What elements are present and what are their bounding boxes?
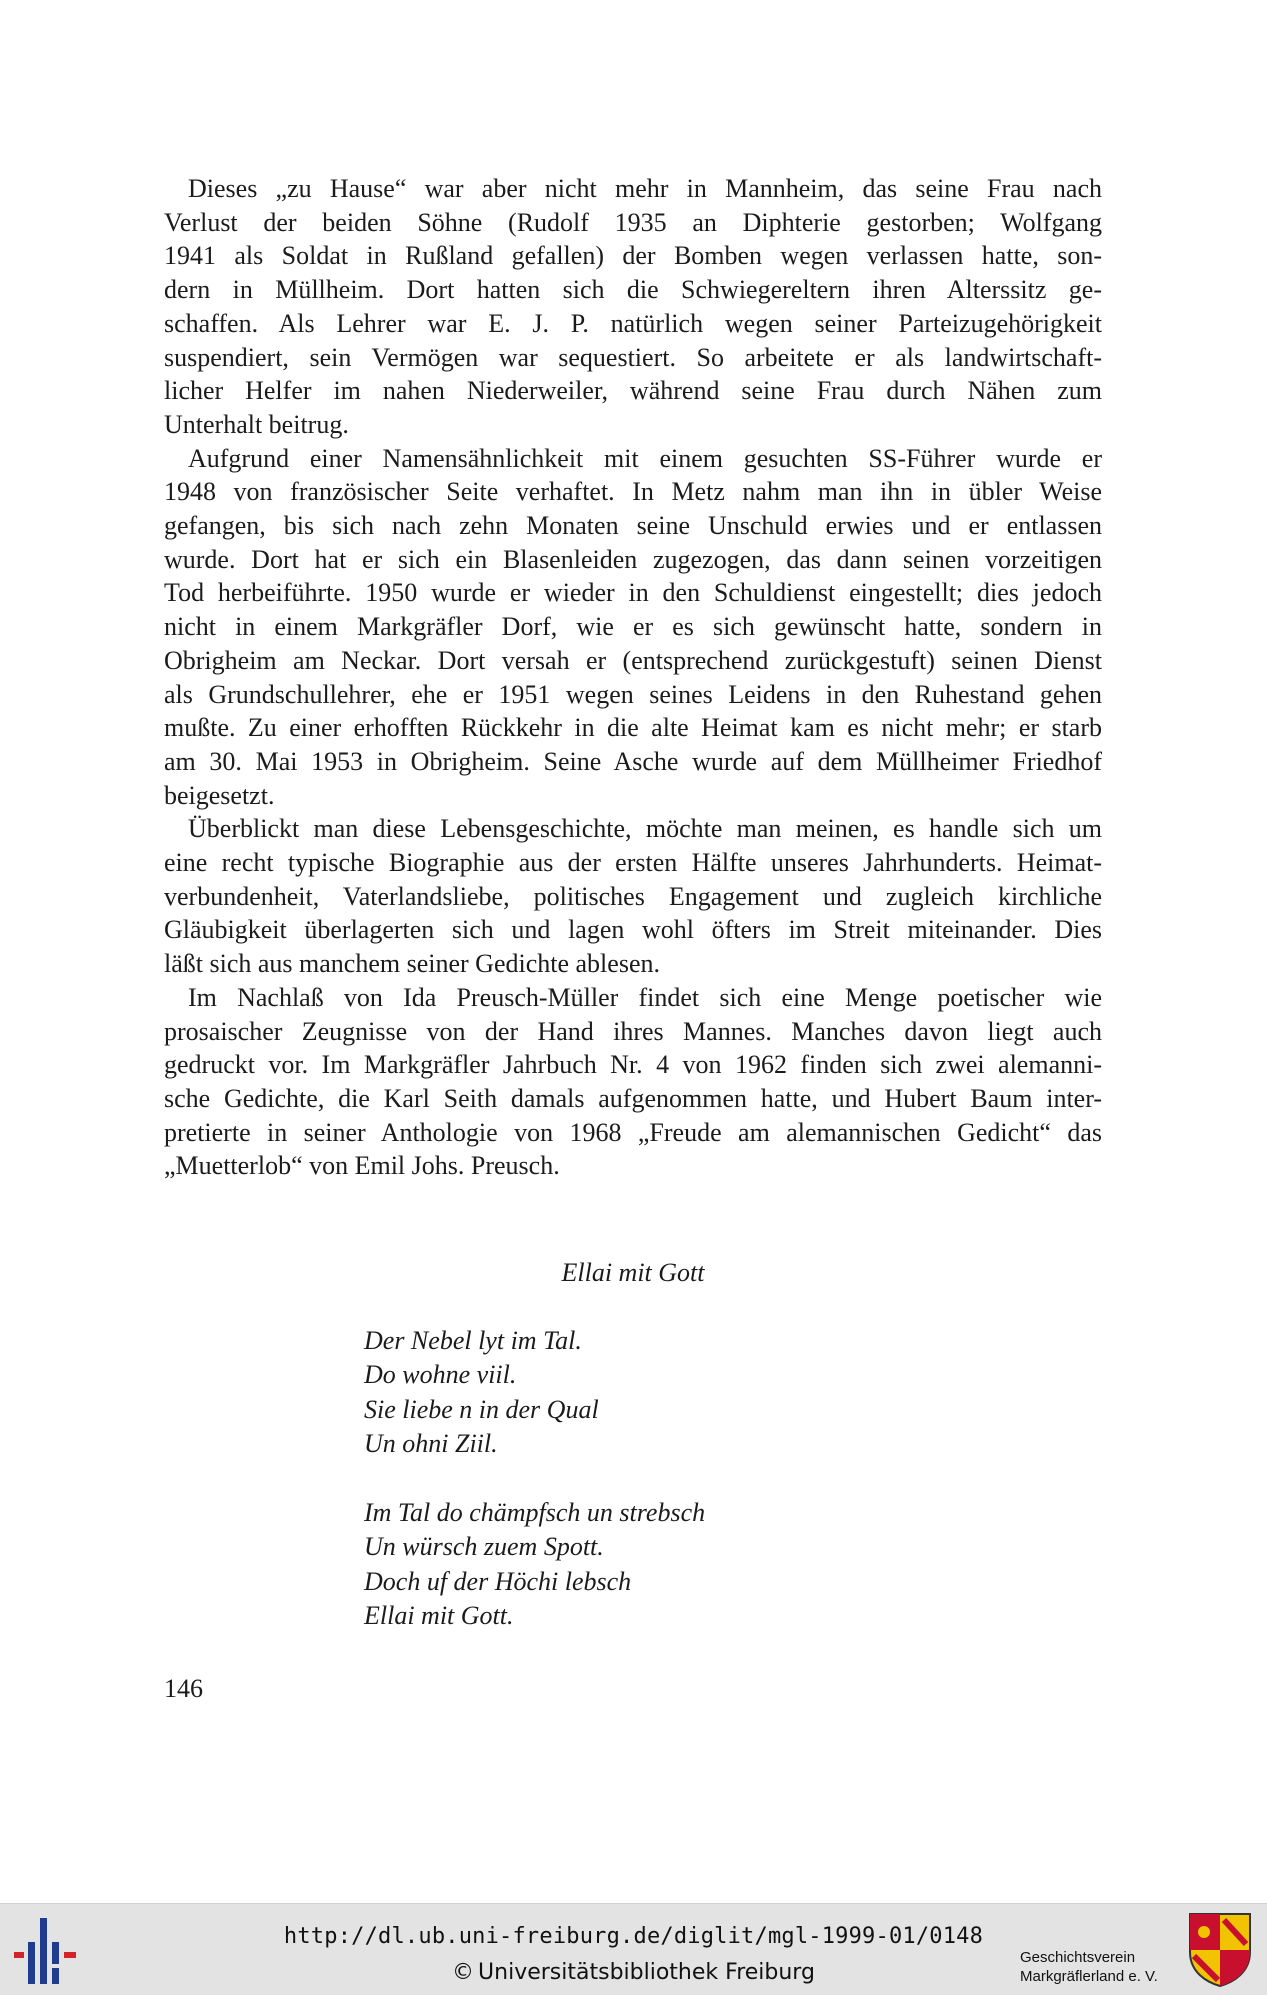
- footer-bar: [0, 1903, 1267, 1995]
- page-number: 146: [164, 1674, 203, 1703]
- text-line: Aufgrund einer Namensähnlichkeit mit einem gesuchten SS-Führer wurde er: [188, 443, 1102, 473]
- poem-line: Un würsch zuem Spott.: [364, 1532, 604, 1562]
- text-line: Unterhalt beitrug.: [164, 409, 349, 439]
- poem-stanza-1: [364, 1324, 599, 1461]
- poem-line: Ellai mit Gott.: [364, 1600, 514, 1630]
- text-line: läßt sich aus manchem seiner Gedichte ablesen.: [164, 949, 660, 979]
- text-line: sche Gedichte, die Karl Seith damals aufgenommen hatte, und Hubert Baum inter-: [164, 1083, 1102, 1113]
- text-line: beigesetzt.: [164, 780, 275, 810]
- poem-line: Doch uf der Höchi lebsch: [364, 1566, 632, 1596]
- text-line: Obrigheim am Neckar. Dort versah er (entsprechend zurückgestuft) seinen Dienst: [164, 645, 1102, 675]
- text-line: licher Helfer im nahen Niederweiler, während seine Frau durch Nähen zum: [164, 376, 1102, 406]
- text-line: suspendiert, sein Vermögen war sequestiert. So arbeitete er als landwirtschaft-: [164, 342, 1102, 372]
- poem-line: Do wohne viil.: [364, 1360, 517, 1390]
- text-line: schaffen. Als Lehrer war E. J. P. natürlich wegen seiner Parteizugehörigkeit: [164, 308, 1102, 338]
- text-line: eine recht typische Biographie aus der ersten Hälfte unseres Jahrhunderts. Heimat-: [164, 848, 1102, 878]
- poem-title: Ellai mit Gott: [561, 1258, 705, 1287]
- paragraph: [164, 812, 1102, 981]
- paragraph: [164, 172, 1102, 442]
- copyright-symbol: ©: [452, 1960, 475, 1985]
- paragraph: [164, 442, 1102, 813]
- text-line: Gläubigkeit überlagerten sich und lagen wohl öfters im Streit miteinander. Dies: [164, 915, 1102, 945]
- text-line: gedruckt vor. Im Markgräfler Jahrbuch Nr. 4 von 1962 finden sich zwei alemanni-: [164, 1050, 1102, 1080]
- text-line: prosaischer Zeugnisse von der Hand ihres Mannes. Manches davon liegt auch: [164, 1016, 1102, 1046]
- society-line: Markgräflerland e. V.: [1020, 1968, 1158, 1985]
- poem-line: Der Nebel lyt im Tal.: [364, 1326, 582, 1355]
- text-line: Überblickt man diese Lebensgeschichte, möchte man meinen, es handle sich um: [188, 814, 1102, 844]
- text-line: 1948 von französischer Seite verhaftet. In Metz nahm man ihn in übler Weise: [164, 477, 1102, 507]
- text-line: als Grundschullehrer, ehe er 1951 wegen seines Leidens in den Ruhestand gehen: [164, 679, 1102, 709]
- text-line: Tod herbeiführte. 1950 wurde er wieder in den Schuldienst eingestellt; dies jedoch: [164, 578, 1102, 608]
- text-line: pretierte in seiner Anthologie von 1968 „Freude am alemannischen Gedicht“ das: [164, 1117, 1102, 1147]
- text-line: wurde. Dort hat er sich ein Blasenleiden zugezogen, das dann seinen vorzeitigen: [164, 544, 1102, 574]
- footer-url-link[interactable]: http://dl.ub.uni-freiburg.de/diglit/mgl-1999-01/0148: [283, 1924, 984, 1949]
- text-line: 1941 als Soldat in Rußland gefallen) der Bomben wegen verlassen hatte, son-: [164, 241, 1102, 271]
- poem-line: Sie liebe n in der Qual: [364, 1394, 599, 1424]
- text-line: nicht in einem Markgräfler Dorf, wie er es sich gewünscht hatte, sondern in: [164, 612, 1102, 642]
- body-text: [164, 172, 1102, 1183]
- paragraph: [164, 981, 1102, 1183]
- text-line: dern in Müllheim. Dort hatten sich die Schwiegereltern ihren Alterssitz ge-: [164, 275, 1102, 305]
- society-name: [1020, 1948, 1158, 1986]
- text-line: Verlust der beiden Söhne (Rudolf 1935 an Diphterie gestorben; Wolfgang: [164, 207, 1102, 237]
- text-line: Im Nachlaß von Ida Preusch-Müller findet sich eine Menge poetischer wie: [188, 982, 1102, 1012]
- copyright-holder: Universitätsbibliothek Freiburg: [478, 1960, 815, 1985]
- text-line: „Muetterlob“ von Emil Johs. Preusch.: [164, 1151, 560, 1181]
- text-line: Dieses „zu Hause“ war aber nicht mehr in Mannheim, das seine Frau nach: [188, 174, 1102, 203]
- text-line: am 30. Mai 1953 in Obrigheim. Seine Asche wurde auf dem Müllheimer Friedhof: [164, 746, 1102, 776]
- society-line: Geschichtsverein: [1020, 1949, 1136, 1966]
- coat-of-arms-icon: [1188, 1912, 1252, 1988]
- poem-stanza-2: [364, 1496, 705, 1633]
- text-line: gefangen, bis sich nach zehn Monaten seine Unschuld erwies und er entlassen: [164, 511, 1102, 541]
- text-line: verbundenheit, Vaterlandsliebe, politisches Engagement und zugleich kirchliche: [164, 881, 1102, 911]
- poem-line: Un ohni Ziil.: [364, 1428, 498, 1458]
- text-line: mußte. Zu einer erhofften Rückkehr in die alte Heimat kam es nicht mehr; er starb: [164, 713, 1102, 743]
- poem-line: Im Tal do chämpfsch un strebsch: [364, 1498, 706, 1527]
